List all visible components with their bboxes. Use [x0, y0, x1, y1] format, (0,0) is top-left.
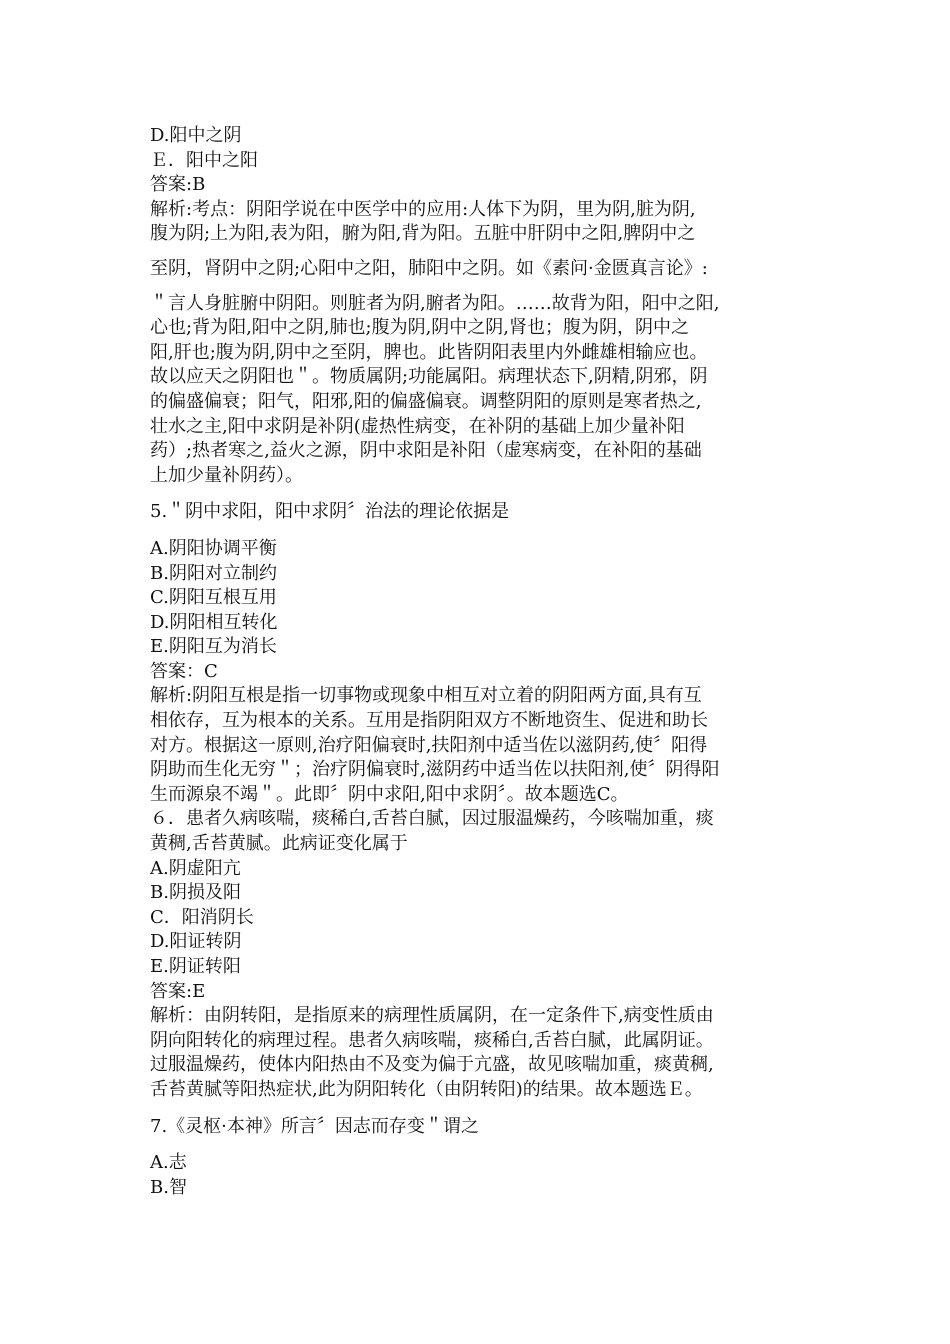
option-b: B.智 [150, 1176, 187, 1198]
analysis-line: 的偏盛偏衰；阳气，阳邪,阳的偏盛偏衰。调整阴阳的原则是寒者热之, [150, 390, 702, 412]
question-6 [150, 807, 830, 1102]
analysis-line: 相依存，互为根本的关系。互用是指阴阳双方不断地资生、促进和助长 [150, 710, 708, 732]
option-d: D.阳证转阴 [150, 931, 242, 953]
answer: 答案:B [150, 174, 206, 196]
question-text: 黄稠,舌苔黄腻。此病证变化属于 [150, 833, 408, 855]
analysis-line: 阴助而生化无穷＂；治疗阴偏衰时,滋阴药中适当佐以扶阳剂,使〞阴得阳 [150, 759, 720, 781]
analysis-line: ＂言人身脏腑中阴阳。则脏者为阴,腑者为阳。……故背为阳，阳中之阳, [150, 292, 720, 314]
analysis-line: 过服温燥药，使体内阳热由不及变为偏于亢盛，故见咳喘加重，痰黄稠, [150, 1054, 714, 1076]
analysis-line: 解析:阴阳互根是指一切事物或现象中相互对立着的阴阳两方面,具有互 [150, 685, 702, 707]
answer: 答案:E [150, 980, 206, 1002]
analysis-line: 故以应天之阴阳也＂。物质属阴;功能属阳。病理状态下,阴精,阴邪，阴 [150, 366, 708, 388]
option-b: B.阴阳对立制约 [150, 562, 277, 584]
question-text: 5.＂阴中求阳，阳中求阴〞治法的理论依据是 [150, 501, 510, 523]
option-b: B.阴损及阳 [150, 882, 241, 904]
question-7 [150, 1115, 830, 1201]
analysis-line: 药）;热者寒之,益火之源，阴中求阳是补阳（虚寒病变，在补阳的基础 [150, 440, 702, 462]
analysis-line: 阴向阳转化的病理过程。患者久病咳喘，痰稀白,舌苔白腻，此属阴证。 [150, 1029, 714, 1051]
option-e: Ｅ．阳中之阳 [150, 149, 258, 171]
question-text: ６．患者久病咳喘，痰稀白,舌苔白腻，因过服温燥药，今咳喘加重，痰 [150, 808, 714, 830]
question-5 [150, 500, 830, 807]
option-c: C．阳消阴长 [150, 906, 254, 928]
option-e: E.阴证转阳 [150, 956, 241, 977]
analysis-line: 阳,肝也;腹为阴,阴中之至阴，脾也。此皆阴阳表里内外雌雄相输应也。 [150, 341, 708, 363]
analysis-line: 壮水之主,阳中求阴是补阴(虚热性病变，在补阴的基础上加少量补阳 [150, 415, 685, 437]
analysis-line: 上加少量补阴药）。 [150, 464, 303, 486]
analysis-line: 腹为阴;上为阳,表为阳，腑为阳,背为阳。五脏中肝阴中之阳,脾阴中之 [150, 223, 696, 245]
question-text: 7.《灵枢·本神》所言〞因志而存变＂谓之 [150, 1115, 479, 1137]
analysis-line: 至阴，肾阴中之阴;心阳中之阳，肺阳中之阴。如《素问·金匮真言论》: [150, 257, 708, 279]
document-page [150, 124, 830, 1200]
answer: 答案：C [150, 660, 218, 682]
analysis-line: 对方。根据这一原则,治疗阳偏衰时,扶阳剂中适当佐以滋阴药,使〞阳得 [150, 734, 708, 756]
option-a: A.阴阳协调平衡 [150, 537, 277, 559]
option-c: C.阴阳互根互用 [150, 587, 277, 609]
q4-tail [150, 124, 830, 488]
analysis-line: 舌苔黄腻等阳热症状,此为阴阳转化（由阴转阳)的结果。故本题选Ｅ。 [150, 1078, 703, 1100]
option-e: E.阴阳互为消长 [150, 636, 277, 658]
option-a: A.阴虚阳亢 [150, 857, 241, 879]
option-d: D.阳中之阴 [150, 125, 242, 146]
analysis-line: 解析：由阴转阳，是指原来的病理性质属阴，在一定条件下,病变性质由 [150, 1005, 714, 1027]
option-a: A.志 [150, 1152, 187, 1174]
option-d: D.阴阳相互转化 [150, 611, 278, 633]
analysis-line: 心也;背为阳,阳中之阴,肺也;腹为阴,阴中之阴,肾也；腹为阴，阴中之 [150, 317, 690, 339]
analysis-line: 解析:考点：阴阳学说在中医学中的应用:人体下为阴，里为阴,脏为阴, [150, 198, 696, 220]
analysis-line: 生而源泉不竭＂。此即〞阴中求阳,阳中求阴〞。故本题选C。 [150, 783, 629, 805]
